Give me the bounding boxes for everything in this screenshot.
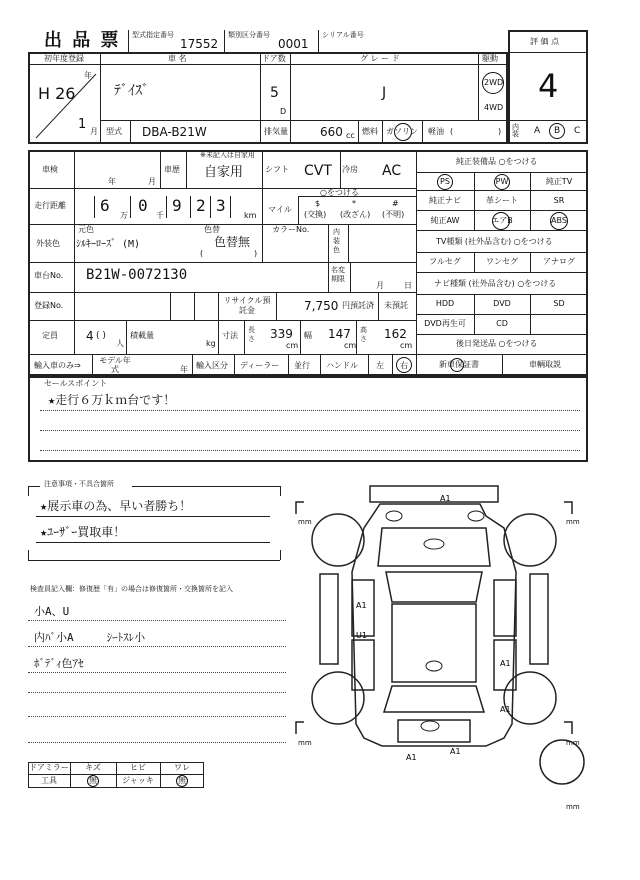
drive-4wd: 4WD [484, 103, 504, 112]
length-value: 339 [270, 327, 293, 341]
shift-value: CVT [304, 163, 332, 179]
history-note: ※未記入は自家用 [200, 151, 255, 159]
doors-label: ドア数 [262, 54, 286, 63]
handle-left: 左 [376, 361, 384, 370]
equip-abs: ABS [551, 216, 567, 225]
handle-circle [396, 357, 412, 373]
grade-points-value: 4 [538, 67, 559, 105]
navi-dvd: DVD [493, 299, 511, 308]
inspection-year-unit: 年 [108, 177, 116, 186]
orig-color-label: 元色 [78, 225, 94, 234]
first-reg-slash [28, 64, 100, 144]
handle-label: ハンドル [326, 361, 358, 370]
equip-navi: 純正ナビ [429, 196, 461, 205]
check-label: ○をつける [320, 188, 359, 197]
interior-b: B [554, 126, 561, 136]
name-change-label: 名変期限 [331, 266, 345, 283]
legend-cell: 無 [178, 776, 186, 785]
damage-mark: A1 [500, 705, 511, 714]
color-label: 外装色 [36, 239, 60, 248]
drive-label: 駆動 [482, 54, 498, 63]
handle-right: 右 [400, 361, 408, 370]
equip-tv: 純正TV [545, 177, 573, 186]
fuel-paren-open: ( [450, 127, 454, 136]
legend-header: ドアミラー [29, 763, 69, 772]
dealer-label: ディーラー [240, 361, 280, 370]
mile-label: マイル [268, 205, 292, 214]
mileage-digit: 0 [138, 196, 148, 215]
doors-value: 5 [270, 85, 279, 101]
grade-points-label: 評 価 点 [530, 37, 560, 46]
inspector-line: 内ﾊﾞ小A ｼｰﾄｽﾚ小 [34, 631, 146, 644]
recycle-label: リサイクル預託金 [223, 296, 271, 315]
later-label: 後日発送品 ○をつける [456, 339, 538, 348]
height-label: 高さ [360, 326, 367, 343]
color-change-label: 色替 [204, 225, 220, 234]
tamper-mark: * [352, 199, 356, 208]
page-title: 出 品 票 [44, 30, 121, 51]
fuel-gas: ガソリン [386, 127, 418, 136]
parallel-label: 並行 [294, 361, 310, 370]
interior-circle [549, 123, 565, 139]
recycle-amount: 7,750 [304, 299, 339, 313]
unknown-label: (不明) [382, 210, 405, 219]
inspection-label: 車検 [42, 165, 58, 174]
model-year-label: モデル年式 [99, 356, 131, 374]
displacement-label: 排気量 [264, 127, 288, 136]
serial-label: シリアル番号 [322, 31, 364, 39]
capacity-value: 4 [86, 329, 94, 343]
equip-airbag-circle [492, 212, 510, 230]
equip-ps-circle [437, 174, 453, 190]
width-value: 147 [328, 327, 351, 341]
equip-pw-circle [494, 174, 510, 190]
inspector-line: ﾎﾞﾃﾞｨ色ｱｾ [34, 657, 84, 670]
type-cert-label: 型式指定番号 [132, 31, 174, 39]
orig-color-value: ｼﾙｷｰﾛｰｽﾞ (M) [76, 239, 141, 250]
name-label: 車 名 [168, 54, 187, 63]
inspector-line: 小A、U [34, 605, 70, 618]
mm-label: mm [298, 739, 312, 747]
dvd-label: DVD再生可 [424, 319, 466, 328]
equip-airbag: エアB [491, 216, 513, 225]
load-unit: kg [206, 339, 216, 348]
color-paren-open: ( [200, 249, 204, 258]
category-no: 0001 [278, 37, 309, 51]
width-unit: cm [344, 341, 357, 350]
fuel-label: 燃料 [362, 127, 378, 136]
capacity-label: 定員 [42, 331, 58, 340]
damage-mark: A1 [450, 747, 461, 756]
unknown-mark: # [392, 199, 399, 208]
exchange-label: (交換) [304, 210, 327, 219]
mm-label: mm [298, 518, 312, 526]
category-label: 類別区分番号 [228, 31, 270, 39]
navi-hdd: HDD [435, 299, 455, 308]
sales-label: セールスポイント [44, 379, 108, 388]
displacement-unit: cc [346, 131, 355, 140]
tv-one: ワンセグ [486, 257, 518, 266]
color-change-value: 色替無 [214, 235, 251, 249]
legend-cell: 工具 [41, 776, 57, 785]
mileage-digit: 2 [196, 196, 206, 215]
damage-mark: A1 [500, 659, 511, 668]
height-value: 162 [384, 327, 407, 341]
width-label: 幅 [304, 331, 312, 340]
navi-sd: SD [553, 299, 565, 308]
name-change-month: 月 [376, 281, 384, 290]
legend-header: ワレ [174, 763, 190, 772]
navi-label: ナビ種類 (社外品含む) ○をつける [434, 279, 557, 288]
first-reg-month: 1 [78, 117, 87, 132]
notes-line: ★展示車の為、早い者勝ち！ [40, 499, 192, 513]
length-label: 長さ [248, 326, 255, 343]
import-type-label: 輸入区分 [196, 361, 228, 370]
legend-header: ヒビ [130, 763, 146, 772]
interior-label: 内装 [512, 123, 519, 138]
fuel-paren-close: ) [498, 127, 502, 136]
history-label: 車歴 [164, 165, 180, 174]
notes-line: ★ﾕｰｻﾞｰ買取車！ [40, 525, 126, 539]
legend-header: キズ [85, 763, 101, 772]
equip-leather: 革シート [486, 196, 518, 205]
inspector-label: 検査員記入欄：修復歴「有」の場合は修復箇所・交換箇所を記入 [30, 585, 233, 593]
equip-abs-circle [550, 212, 568, 230]
dvd-cd: CD [496, 319, 508, 328]
damage-mark: U1 [356, 631, 367, 640]
color-paren-close: ) [254, 249, 258, 258]
exchange-mark: $ [315, 199, 321, 208]
damage-mark: A1 [406, 753, 417, 762]
mileage-label: 走行距離 [34, 201, 66, 210]
recycle-unpaid: 未預託 [384, 301, 408, 310]
mm-label: mm [566, 803, 580, 811]
tv-full: フルセグ [429, 257, 461, 266]
interior-c: C [574, 126, 581, 136]
first-reg-label: 初年度登録 [44, 54, 84, 63]
tv-label: TV種類 (社外品含む) ○をつける [436, 237, 553, 246]
first-reg-month-unit: 月 [90, 127, 98, 136]
capacity-unit: 人 [116, 339, 124, 348]
mileage-unit-sen: 千 [156, 211, 164, 220]
displacement-value: 660 [320, 125, 343, 139]
fuel-light: 軽油 [428, 127, 444, 136]
mileage-digit: 9 [172, 196, 182, 215]
dim-label: 寸法 [222, 331, 238, 340]
tv-analog: アナログ [543, 257, 575, 266]
interior-color-label: 内装色 [333, 228, 340, 254]
ac-value: AC [382, 163, 402, 179]
length-unit: cm [286, 341, 299, 350]
shift-label: シフト [265, 165, 289, 174]
model-value: DBA-B21W [142, 125, 207, 139]
load-label: 積載量 [130, 331, 154, 340]
chassis-label: 車台No. [34, 271, 64, 280]
recycle-status: 円預託済 [342, 301, 374, 310]
car-diagram-svg [290, 476, 600, 816]
fuel-circle [394, 123, 412, 141]
first-reg-year-unit: 年 [84, 71, 92, 80]
mileage-digit: 6 [100, 196, 110, 215]
damage-mark: A1 [356, 601, 367, 610]
grade-label: グ レ ー ド [360, 54, 400, 63]
grade-value: J [382, 85, 387, 101]
mileage-digit: 3 [216, 196, 226, 215]
mm-label: mm [566, 518, 580, 526]
sales-text: ★走行６万ｋｍ台です！ [48, 393, 176, 407]
later-warranty-circle [450, 358, 464, 372]
height-unit: cm [400, 341, 413, 350]
later-manual: 車輌取説 [529, 360, 561, 369]
drive-2wd: 2WD [484, 78, 504, 87]
history-value: 自家用 [204, 165, 244, 180]
capacity-paren: ( ) [96, 331, 106, 341]
later-warranty: 新車保証書 [439, 360, 479, 369]
notes-label: 注意事項・不具合箇所 [44, 480, 114, 488]
first-reg-era: H 26 [38, 84, 76, 103]
legend-cell: ジャッキ [122, 776, 154, 785]
colorno-label: カラーNo. [272, 225, 310, 234]
reg-no-label: 登録No. [34, 301, 64, 310]
equip-aw: 純正AW [430, 216, 460, 225]
mileage-unit-km: km [244, 211, 257, 220]
genuine-label: 純正装備品 ○をつける [456, 157, 538, 166]
equip-sr: SR [553, 196, 565, 205]
name-change-day: 日 [404, 281, 412, 290]
doors-suffix: D [280, 107, 287, 116]
legend-circle [176, 775, 188, 787]
tamper-label: (改ざん) [340, 210, 371, 219]
equip-pw: PW [495, 177, 509, 186]
inspection-month-unit: 月 [148, 177, 156, 186]
interior-a: A [534, 126, 541, 136]
import-label: 輸入車のみ⇒ [34, 361, 81, 370]
mm-label: mm [566, 739, 580, 747]
legend-circle [87, 775, 99, 787]
vehicle-name: ﾃﾞｲｽﾞ [114, 83, 149, 99]
equip-ps: PS [440, 177, 450, 186]
chassis-value: B21W-0072130 [86, 267, 188, 283]
model-year-unit: 年 [180, 365, 188, 374]
legend-cell: 無 [89, 776, 97, 785]
type-cert-no: 17552 [180, 37, 219, 51]
mileage-unit-man: 万 [120, 211, 128, 220]
damage-mark: A1 [440, 494, 451, 503]
ac-label: 冷房 [342, 165, 358, 174]
model-label: 型式 [106, 127, 122, 136]
